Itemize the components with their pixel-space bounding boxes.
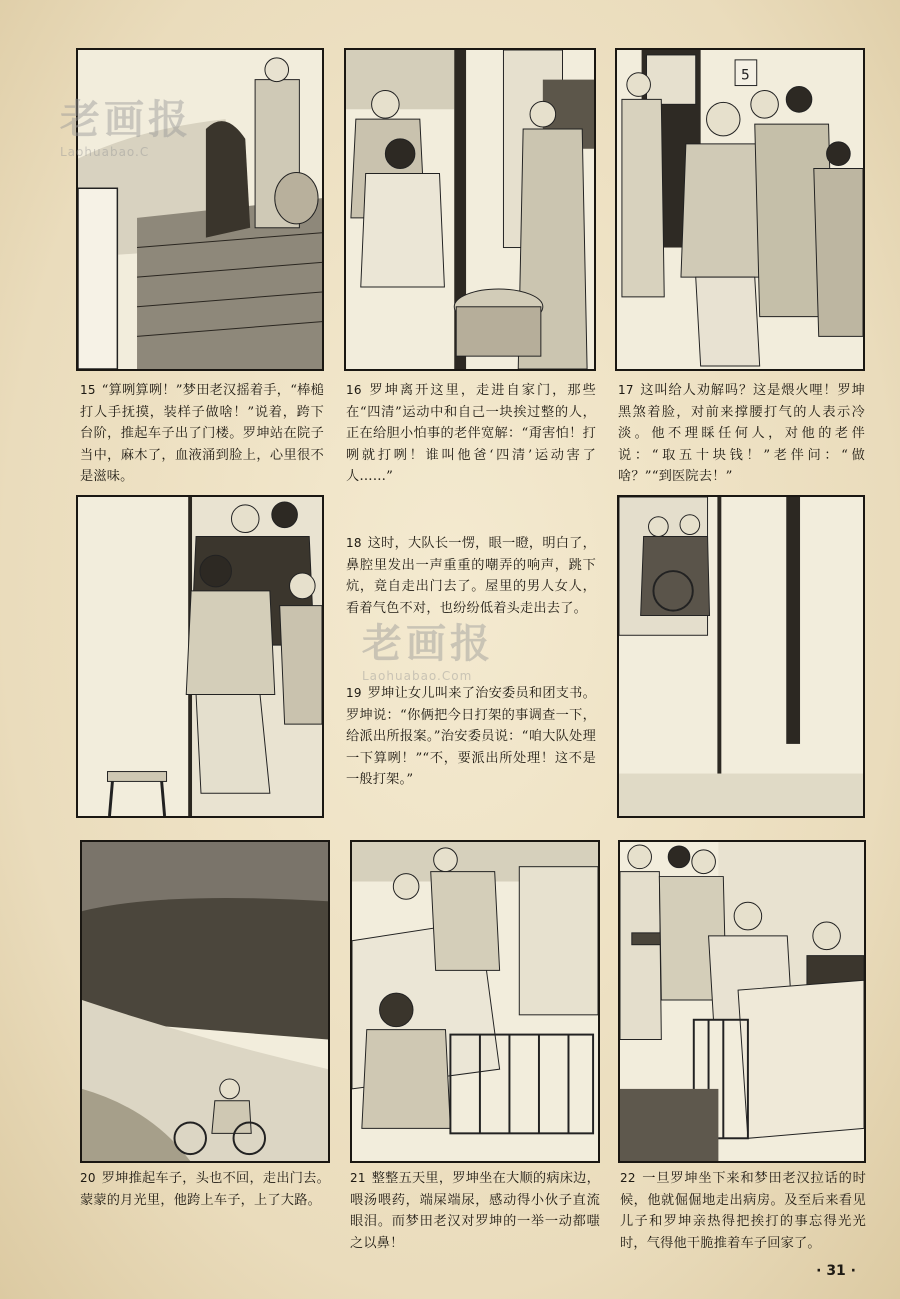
panel-15-drawing <box>78 50 322 369</box>
panel-17-illustration <box>615 48 865 371</box>
watermark-top-sub: Laohuabao.C <box>60 145 150 159</box>
watermark-center <box>362 612 494 683</box>
panel-21-caption <box>350 1168 600 1254</box>
panel-19-text: 罗坤让女儿叫来了治安委员和团支书。罗坤说：“你俩把今日打架的事调查一下，给派出所报案。”治安委员说：“咱大队处理一下算咧！”“不，要派出所处理！这不是一般打架。” <box>346 686 596 787</box>
panel-19-number: 19 <box>346 686 362 700</box>
page-number: · 31 · <box>816 1263 856 1279</box>
panel-15-caption <box>80 380 324 488</box>
panel-20-drawing <box>82 842 328 1161</box>
watermark-center-sub: Laohuabao.Com <box>362 669 473 683</box>
panel-21-drawing <box>352 842 598 1161</box>
panel-15-illustration <box>76 48 324 371</box>
panel-17-caption <box>618 380 865 488</box>
panel-18-text: 这时，大队长一愣，眼一瞪，明白了，鼻腔里发出一声重重的嘲弄的响声，跳下炕，竟自走出门去了。屋里的男人女人，看着气色不对，也纷纷低着头走出去了。 <box>346 536 596 616</box>
panel-20-text: 罗坤推起车子，头也不回，走出门去。蒙蒙的月光里，他跨上车子，上了大路。 <box>80 1171 330 1208</box>
panel-19-illustration <box>617 495 865 818</box>
panel-20-caption <box>80 1168 330 1211</box>
panel-21-text: 整整五天里，罗坤坐在大顺的病床边，喂汤喂药，端屎端尿，感动得小伙子直流眼泪。而梦田老汉对罗坤的一举一动都嗤之以鼻！ <box>350 1171 600 1251</box>
panel-22-caption <box>620 1168 866 1254</box>
panel-16-caption <box>346 380 596 488</box>
panel-15-text: “算咧算咧！”梦田老汉摇着手，“棒槌打人手抚摸，装样子做啥！”说着，跨下台阶，推起车子出了门楼。罗坤站在院子当中，麻木了，血液涌到脸上，心里很不是滋味。 <box>80 383 324 484</box>
panel-22-illustration <box>618 840 866 1163</box>
panel-18-illustration <box>76 495 324 818</box>
panel-17-drawing <box>617 50 863 369</box>
panel-19-drawing <box>619 497 863 816</box>
panel-16-text: 罗坤离开这里，走进自家门，那些在“四清”运动中和自己一块挨过整的人，正在给胆小怕事的老伴宽解：“甭害怕！打咧就打咧！谁叫他爸‘四清’运动害了人……” <box>346 383 596 484</box>
panel-16-drawing <box>346 50 594 369</box>
panel-15-number: 15 <box>80 383 96 397</box>
panel-19-caption <box>346 683 596 791</box>
panel-20-number: 20 <box>80 1171 96 1185</box>
panel-16-number: 16 <box>346 383 362 397</box>
panel-20-illustration <box>80 840 330 1163</box>
watermark-top-main: 老画报 <box>60 97 192 143</box>
panel-18-number: 18 <box>346 536 362 550</box>
panel-22-text: 一旦罗坤坐下来和梦田老汉拉话的时候，他就倔倔地走出病房。及至后来看见儿子和罗坤亲热得把挨打的事忘得光光时，气得他干脆推着车子回家了。 <box>620 1171 866 1251</box>
watermark-center-main: 老画报 <box>362 621 494 667</box>
panel-18-caption <box>346 533 596 619</box>
panel-18-drawing <box>78 497 322 816</box>
panel-21-illustration <box>350 840 600 1163</box>
panel-22-number: 22 <box>620 1171 636 1185</box>
panel-22-drawing <box>620 842 864 1161</box>
svg-text:5: 5 <box>740 67 750 84</box>
panel-17-text: 这叫给人劝解吗？这是煨火哩！罗坤黑煞着脸，对前来撑腰打气的人表示冷淡。他不理睬任何人，对他的老伴说：“取五十块钱！”老伴问：“做啥？”“到医院去！” <box>618 383 865 484</box>
panel-21-number: 21 <box>350 1171 366 1185</box>
panel-16-illustration <box>344 48 596 371</box>
panel-17-number: 17 <box>618 383 634 397</box>
